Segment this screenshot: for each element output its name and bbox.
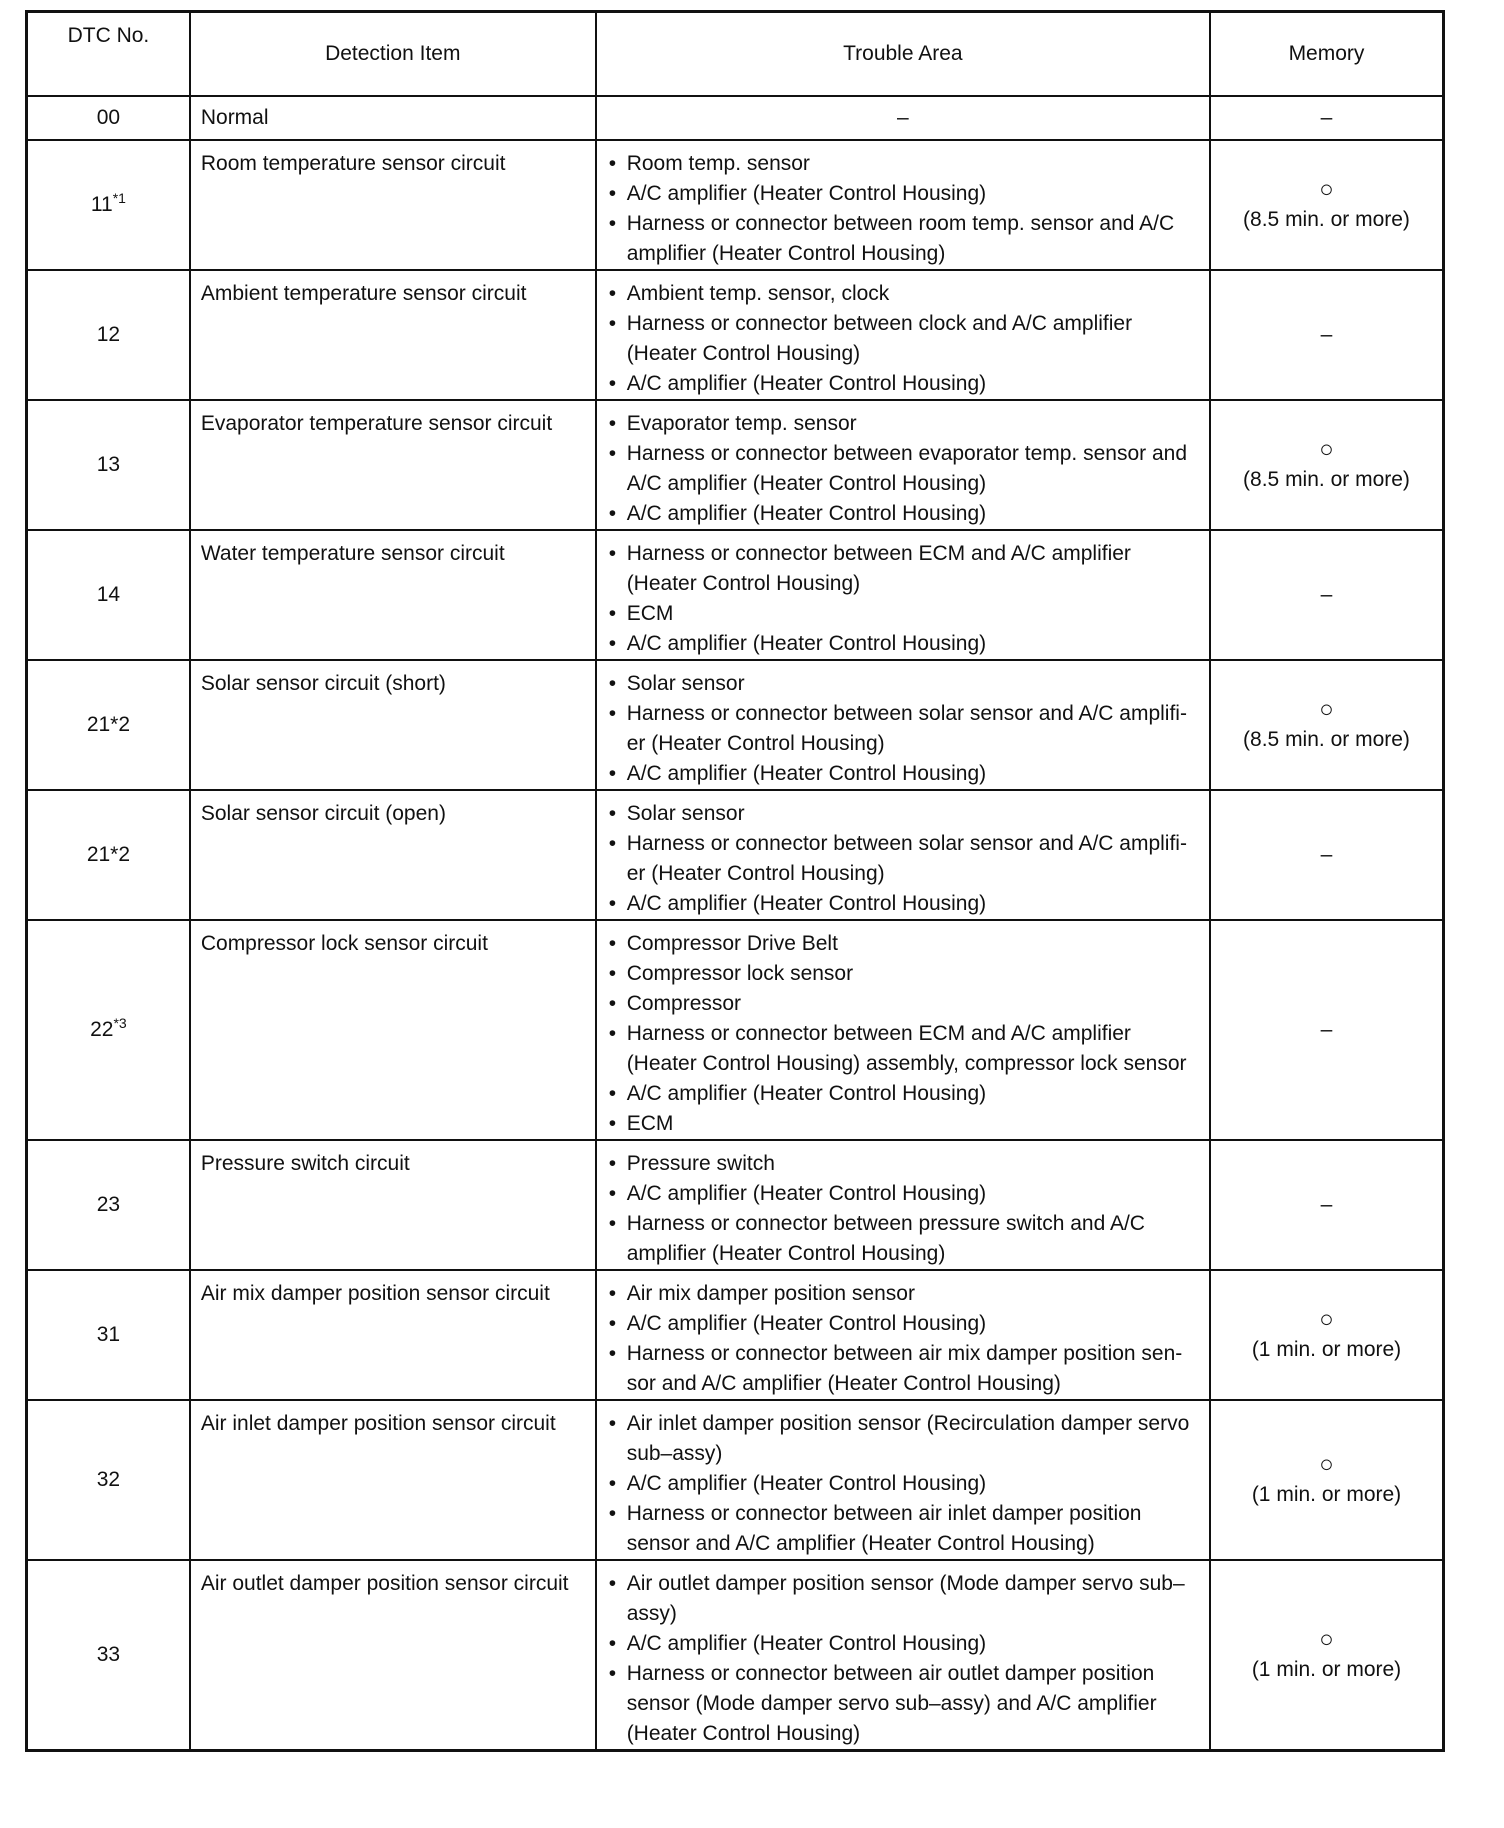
- header-dtc: DTC No.: [27, 12, 190, 97]
- list-item: • Pressure switch: [605, 1149, 1199, 1179]
- detection-item: Air inlet damper position sensor circuit: [190, 1400, 596, 1560]
- detection-item: Solar sensor circuit (short): [190, 660, 596, 790]
- list-item: • Harness or connector between room temp. sensor and A/C amplifier (Heater Control Housing): [605, 209, 1199, 269]
- memory-cell: [1210, 270, 1444, 400]
- list-item: • Harness or connector between air outlet damper position sensor (Mode damper servo sub–assy) and A/C amplifier (Heater Control Housing): [605, 1659, 1199, 1749]
- list-item: • Compressor lock sensor: [605, 959, 1199, 989]
- table-row: [27, 1560, 1444, 1751]
- table-row: [27, 1270, 1444, 1400]
- dtc-cell: [27, 1560, 190, 1751]
- memory-note: (1 min. or more): [1251, 1338, 1402, 1361]
- list-item: • Compressor Drive Belt: [605, 929, 1199, 959]
- memory-circle-icon: ○: [1319, 1451, 1334, 1478]
- memory-note: (1 min. or more): [1251, 1483, 1402, 1506]
- table-row: [27, 1400, 1444, 1560]
- memory-circle-icon: ○: [1319, 176, 1334, 203]
- list-item: • A/C amplifier (Heater Control Housing): [605, 1179, 1199, 1209]
- trouble-area-list: [605, 1569, 1199, 1749]
- trouble-area-list: [605, 799, 1199, 919]
- dtc-cell: [27, 1140, 190, 1270]
- table-row: [27, 530, 1444, 660]
- dtc-cell: [27, 96, 190, 140]
- dtc-number: 11: [90, 193, 113, 216]
- trouble-area-list: [605, 669, 1199, 789]
- memory-cell: [1210, 140, 1444, 270]
- table-row: [27, 790, 1444, 920]
- trouble-area-list: [605, 1149, 1199, 1269]
- trouble-area-empty: –: [896, 106, 909, 129]
- list-item: • Harness or connector between pressure switch and A/C amplifier (Heater Control Housing): [605, 1209, 1199, 1269]
- list-item: • A/C amplifier (Heater Control Housing): [605, 889, 1199, 919]
- dtc-cell: [27, 660, 190, 790]
- list-item: • A/C amplifier (Heater Control Housing): [605, 1079, 1199, 1109]
- detection-item: Compressor lock sensor circuit: [190, 920, 596, 1140]
- trouble-area: [596, 400, 1210, 530]
- list-item: • A/C amplifier (Heater Control Housing): [605, 629, 1199, 659]
- trouble-area: [596, 96, 1210, 140]
- list-item: • Compressor: [605, 989, 1199, 1019]
- list-item: • Solar sensor: [605, 669, 1199, 699]
- list-item: • ECM: [605, 1109, 1199, 1139]
- dtc-cell: [27, 790, 190, 920]
- header-memory: Memory: [1210, 12, 1444, 97]
- memory-note: –: [1320, 106, 1333, 129]
- detection-item: Air mix damper position sensor circuit: [190, 1270, 596, 1400]
- list-item: • A/C amplifier (Heater Control Housing): [605, 179, 1199, 209]
- memory-circle-icon: ○: [1319, 1626, 1334, 1653]
- trouble-area: [596, 790, 1210, 920]
- detection-item: Ambient temperature sensor circuit: [190, 270, 596, 400]
- list-item: • ECM: [605, 599, 1199, 629]
- detection-item: Solar sensor circuit (open): [190, 790, 596, 920]
- trouble-area: [596, 270, 1210, 400]
- memory-cell: [1210, 96, 1444, 140]
- list-item: • A/C amplifier (Heater Control Housing): [605, 499, 1199, 529]
- trouble-area: [596, 1400, 1210, 1560]
- list-item: • A/C amplifier (Heater Control Housing): [605, 1469, 1199, 1499]
- list-item: • Harness or connector between solar sensor and A/C amplifi- er (Heater Control Housing): [605, 829, 1199, 889]
- detection-item: Pressure switch circuit: [190, 1140, 596, 1270]
- list-item: • A/C amplifier (Heater Control Housing): [605, 1309, 1199, 1339]
- list-item: • Ambient temp. sensor, clock: [605, 279, 1199, 309]
- trouble-area: [596, 1560, 1210, 1751]
- table-row: [27, 920, 1444, 1140]
- list-item: • A/C amplifier (Heater Control Housing): [605, 369, 1199, 399]
- dtc-cell: [27, 400, 190, 530]
- memory-circle-icon: ○: [1319, 1306, 1334, 1333]
- dtc-cell: [27, 920, 190, 1140]
- trouble-area-list: [605, 1409, 1199, 1559]
- dtc-number: 33: [96, 1643, 121, 1666]
- dtc-number: 23: [96, 1193, 121, 1216]
- memory-cell: [1210, 1270, 1444, 1400]
- memory-note: –: [1320, 323, 1333, 346]
- trouble-area: [596, 1140, 1210, 1270]
- table-row: [27, 400, 1444, 530]
- trouble-area: [596, 140, 1210, 270]
- header-detection-item: Detection Item: [190, 12, 596, 97]
- trouble-area: [596, 1270, 1210, 1400]
- dtc-footnote-mark: *1: [112, 190, 126, 206]
- dtc-number: 00: [96, 106, 121, 129]
- list-item: • Air mix damper position sensor: [605, 1279, 1199, 1309]
- list-item: • Harness or connector between air inlet damper position sensor and A/C amplifier (Heater Control Housing): [605, 1499, 1199, 1559]
- memory-note: –: [1320, 1018, 1333, 1041]
- list-item: • Harness or connector between ECM and A/C amplifier (Heater Control Housing): [605, 539, 1199, 599]
- dtc-number: 21*2: [86, 843, 131, 866]
- list-item: • Harness or connector between air mix damper position sen- sor and A/C amplifier (Heater Control Housing): [605, 1339, 1199, 1399]
- memory-cell: [1210, 920, 1444, 1140]
- memory-note: –: [1320, 843, 1333, 866]
- list-item: • A/C amplifier (Heater Control Housing): [605, 759, 1199, 789]
- memory-circle-icon: ○: [1319, 436, 1334, 463]
- list-item: • Air inlet damper position sensor (Recirculation damper servo sub–assy): [605, 1409, 1199, 1469]
- dtc-number: 22: [90, 1018, 114, 1041]
- header-trouble-area: Trouble Area: [596, 12, 1210, 97]
- dtc-number: 14: [96, 583, 121, 606]
- memory-cell: [1210, 660, 1444, 790]
- dtc-number: 13: [96, 453, 121, 476]
- trouble-area-list: [605, 929, 1199, 1139]
- table-row: [27, 1140, 1444, 1270]
- memory-note: (1 min. or more): [1251, 1658, 1402, 1681]
- table-row: [27, 660, 1444, 790]
- trouble-area-list: [605, 409, 1199, 529]
- trouble-area: [596, 660, 1210, 790]
- dtc-number: 21*2: [86, 713, 131, 736]
- memory-cell: [1210, 400, 1444, 530]
- table-row: [27, 270, 1444, 400]
- trouble-area: [596, 920, 1210, 1140]
- dtc-table: [25, 10, 1445, 1752]
- list-item: • Harness or connector between ECM and A/C amplifier (Heater Control Housing) assembly, compressor lock sensor: [605, 1019, 1199, 1079]
- list-item: • A/C amplifier (Heater Control Housing): [605, 1629, 1199, 1659]
- list-item: • Harness or connector between clock and A/C amplifier (Heater Control Housing): [605, 309, 1199, 369]
- trouble-area-list: [605, 279, 1199, 399]
- detection-item: Normal: [190, 96, 596, 140]
- list-item: • Solar sensor: [605, 799, 1199, 829]
- dtc-cell: [27, 270, 190, 400]
- table-header-row: [27, 12, 1444, 97]
- list-item: • Air outlet damper position sensor (Mode damper servo sub– assy): [605, 1569, 1199, 1629]
- table-row: [27, 96, 1444, 140]
- detection-item: Evaporator temperature sensor circuit: [190, 400, 596, 530]
- detection-item: Air outlet damper position sensor circuit: [190, 1560, 596, 1751]
- memory-cell: [1210, 1140, 1444, 1270]
- memory-note: (8.5 min. or more): [1243, 468, 1410, 491]
- memory-note: –: [1320, 583, 1333, 606]
- trouble-area-list: [605, 539, 1199, 659]
- dtc-cell: [27, 1400, 190, 1560]
- detection-item: Room temperature sensor circuit: [190, 140, 596, 270]
- memory-note: (8.5 min. or more): [1243, 728, 1410, 751]
- memory-cell: [1210, 530, 1444, 660]
- dtc-footnote-mark: *3: [113, 1015, 127, 1031]
- dtc-cell: [27, 1270, 190, 1400]
- trouble-area-list: [605, 1279, 1199, 1399]
- dtc-number: 32: [96, 1468, 121, 1491]
- detection-item: Water temperature sensor circuit: [190, 530, 596, 660]
- dtc-cell: [27, 530, 190, 660]
- memory-cell: [1210, 1560, 1444, 1751]
- list-item: • Harness or connector between solar sensor and A/C amplifi- er (Heater Control Housing): [605, 699, 1199, 759]
- dtc-number: 12: [96, 323, 121, 346]
- memory-note: –: [1320, 1193, 1333, 1216]
- dtc-number: 31: [96, 1323, 121, 1346]
- memory-cell: [1210, 790, 1444, 920]
- memory-circle-icon: ○: [1319, 696, 1334, 723]
- list-item: • Room temp. sensor: [605, 149, 1199, 179]
- list-item: • Evaporator temp. sensor: [605, 409, 1199, 439]
- memory-note: (8.5 min. or more): [1243, 208, 1410, 231]
- trouble-area-list: [605, 149, 1199, 269]
- table-row: [27, 140, 1444, 270]
- dtc-cell: [27, 140, 190, 270]
- list-item: • Harness or connector between evaporator temp. sensor and A/C amplifier (Heater Control Housing): [605, 439, 1199, 499]
- memory-cell: [1210, 1400, 1444, 1560]
- trouble-area: [596, 530, 1210, 660]
